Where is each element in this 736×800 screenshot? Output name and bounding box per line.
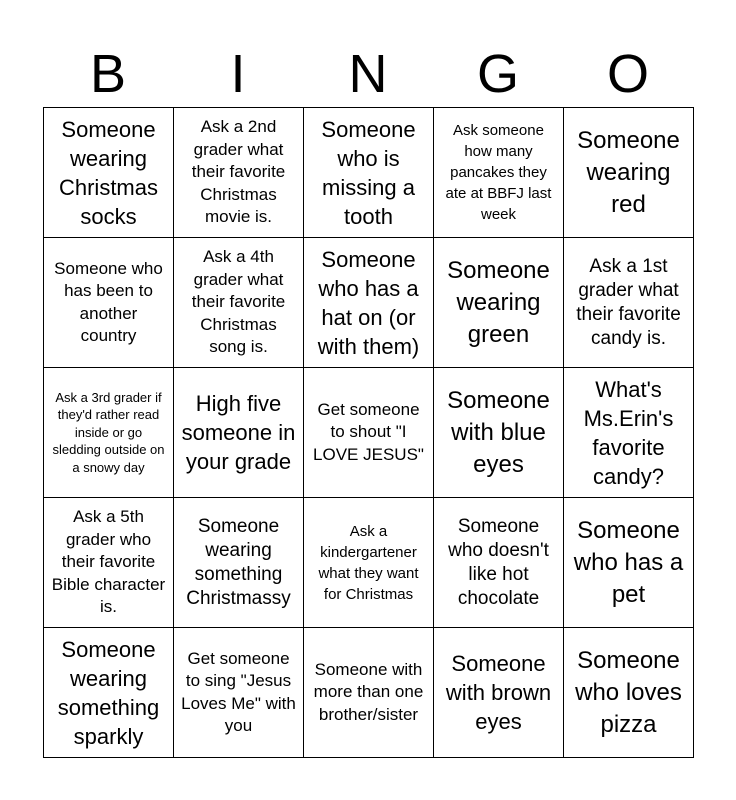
bingo-cell[interactable] <box>434 108 564 238</box>
bingo-cell-text: Someone who has been to another country <box>54 258 163 345</box>
bingo-cell-text: Someone who is missing a tooth <box>321 116 416 229</box>
bingo-cell-text: Ask a 4th grader what their favorite Christmas song is. <box>191 247 286 357</box>
bingo-cell[interactable] <box>304 368 434 498</box>
header-letter-i: I <box>230 44 246 104</box>
bingo-cell-text: Someone wearing green <box>447 256 550 348</box>
bingo-row <box>44 628 694 758</box>
bingo-cell-text: Someone wearing red <box>577 126 680 218</box>
bingo-cell[interactable] <box>304 108 434 238</box>
bingo-cell[interactable] <box>564 498 694 628</box>
header-letter-o: O <box>606 44 649 104</box>
bingo-header <box>43 40 693 108</box>
bingo-cell-text: Someone with more than one brother/sister <box>313 659 424 724</box>
bingo-row <box>44 108 694 238</box>
bingo-row <box>44 498 694 628</box>
bingo-cell-text: Ask a kindergartener what they want for Christmas <box>318 522 419 603</box>
bingo-cell-text: Ask a 3rd grader if they'd rather read inside or go sledding outside on a snowy day <box>52 389 165 475</box>
bingo-cell-text: Someone who loves pizza <box>575 646 682 738</box>
bingo-cell[interactable] <box>44 498 174 628</box>
bingo-cell-text: High five someone in your grade <box>181 391 296 474</box>
bingo-cell[interactable] <box>564 368 694 498</box>
bingo-cell-text: Someone who has a hat on (or with them) <box>317 246 420 359</box>
bingo-cell-text: Ask a 2nd grader what their favorite Christmas movie is. <box>191 117 286 227</box>
bingo-cell[interactable] <box>44 108 174 238</box>
bingo-cell[interactable] <box>564 108 694 238</box>
bingo-cell-text: Ask a 1st grader what their favorite candy is. <box>576 255 681 349</box>
bingo-cell[interactable] <box>304 498 434 628</box>
bingo-cell-text: Someone wearing something Christmassy <box>186 515 291 609</box>
bingo-cell[interactable] <box>44 628 174 758</box>
bingo-cell[interactable] <box>304 238 434 368</box>
bingo-cell[interactable] <box>174 108 304 238</box>
bingo-cell-text: What's Ms.Erin's favorite candy? <box>583 376 674 489</box>
bingo-cell[interactable] <box>434 628 564 758</box>
bingo-cell-text: Someone with brown eyes <box>445 651 552 734</box>
bingo-cell[interactable] <box>44 238 174 368</box>
bingo-cell[interactable] <box>174 238 304 368</box>
bingo-cell-text: Someone wearing something sparkly <box>57 636 160 749</box>
bingo-cell[interactable] <box>174 628 304 758</box>
bingo-row <box>44 368 694 498</box>
bingo-cell-text: Get someone to shout "I LOVE JESUS" <box>313 399 424 464</box>
bingo-grid <box>43 107 694 758</box>
bingo-cell-text: Someone who has a pet <box>573 516 684 608</box>
bingo-cell[interactable] <box>44 368 174 498</box>
bingo-cell[interactable] <box>564 238 694 368</box>
bingo-cell-text: Ask a 5th grader who their favorite Bible character is. <box>51 507 166 617</box>
bingo-cell-text: Someone with blue eyes <box>447 386 550 478</box>
bingo-row <box>44 238 694 368</box>
bingo-cell-text: Someone wearing Christmas socks <box>58 116 158 229</box>
bingo-cell-text: Someone who doesn't like hot chocolate <box>448 515 549 609</box>
bingo-cell-text: Ask someone how many pancakes they ate at BBFJ last week <box>445 122 552 223</box>
header-letter-b: B <box>89 44 127 104</box>
bingo-cell[interactable] <box>174 368 304 498</box>
bingo-cell[interactable] <box>304 628 434 758</box>
bingo-cell[interactable] <box>434 368 564 498</box>
bingo-cell[interactable] <box>174 498 304 628</box>
bingo-cell[interactable] <box>434 498 564 628</box>
bingo-cell[interactable] <box>564 628 694 758</box>
header-letter-n: N <box>348 44 388 104</box>
bingo-cell[interactable] <box>434 238 564 368</box>
bingo-cell-text: Get someone to sing "Jesus Loves Me" with you <box>181 648 296 735</box>
header-letter-g: G <box>476 44 519 104</box>
